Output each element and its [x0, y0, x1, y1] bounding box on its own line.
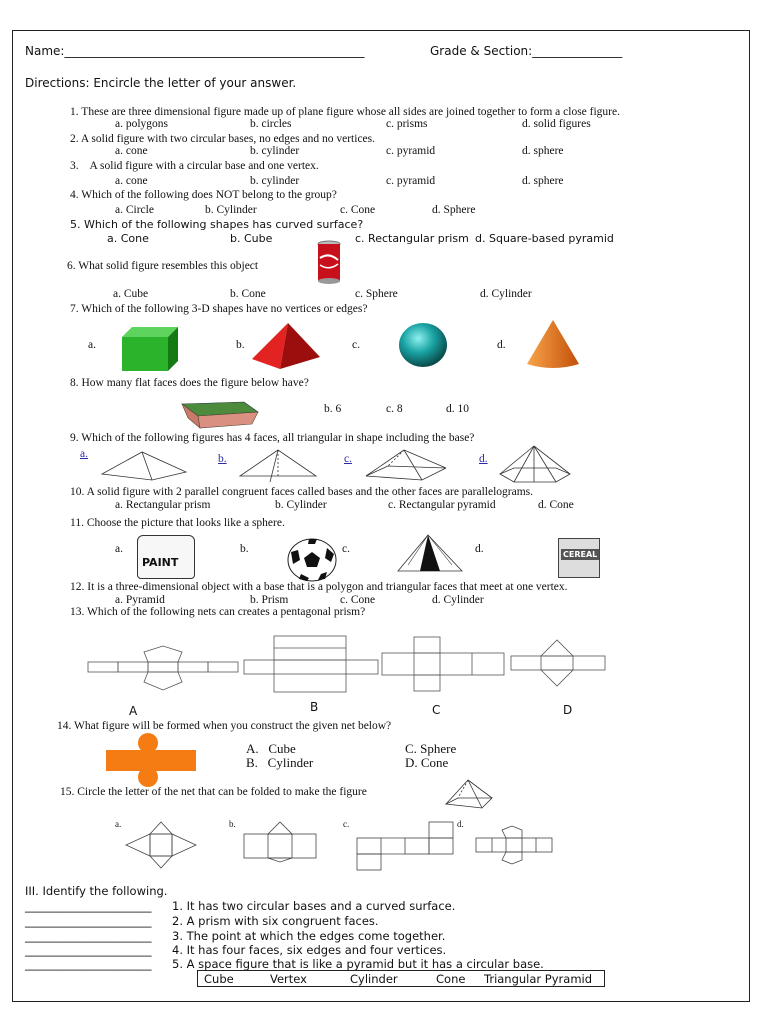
q15-choice-d[interactable]: d. — [457, 819, 464, 829]
q2-choice-a[interactable]: a. cone — [115, 145, 148, 157]
cereal-box-image — [558, 538, 600, 578]
q1-choice-c[interactable]: c. prisms — [386, 118, 428, 130]
question-14: 14. What figure will be formed when you construct the given net below? — [57, 720, 392, 732]
q3-choice-b[interactable]: b. cylinder — [250, 175, 300, 187]
q9-choice-b[interactable]: b. — [218, 453, 227, 465]
q8-choice-d[interactable]: d. 10 — [446, 403, 469, 415]
q2-choice-d[interactable]: d. sphere — [522, 145, 564, 157]
q3-choice-d[interactable]: d. sphere — [522, 175, 564, 187]
question-3: 3. A solid figure with a circular base and one vertex. — [70, 160, 319, 172]
identify-item-3: 3. The point at which the edges come together. — [172, 929, 446, 943]
grade-section-field[interactable]: Grade & Section:_______________ — [430, 44, 623, 58]
q1-choice-a[interactable]: a. polygons — [115, 118, 169, 130]
q13-choice-b[interactable]: B — [310, 700, 319, 714]
question-13: 13. Which of the following nets can creates a pentagonal prism? — [70, 606, 366, 618]
q9-choice-a[interactable]: a. — [80, 448, 88, 460]
q8-choice-c[interactable]: c. 8 — [386, 403, 403, 415]
q11-choice-a[interactable]: a. — [115, 543, 123, 555]
q15-choice-c[interactable]: c. — [343, 819, 350, 829]
net-15a-image[interactable] — [126, 822, 196, 868]
question-4: 4. Which of the following does NOT belong to the group? — [70, 189, 337, 201]
q7-choice-a[interactable]: a. — [88, 339, 96, 351]
q5-choice-d[interactable]: d. Square-based pyramid — [475, 232, 614, 245]
net-d-image[interactable] — [511, 640, 605, 686]
q10-choice-b[interactable]: b. Cylinder — [275, 499, 327, 511]
q14-choice-c[interactable]: C. Sphere — [405, 741, 457, 756]
directions: Directions: Encircle the letter of your answer. — [25, 76, 297, 90]
green-cube-image[interactable] — [122, 327, 178, 371]
net-b-image[interactable] — [244, 636, 378, 692]
q13-choice-d[interactable]: D — [563, 703, 573, 717]
q14-choice-b[interactable]: B. Cylinder — [246, 755, 314, 770]
orange-cone-image[interactable] — [527, 320, 579, 370]
q2-choice-b[interactable]: b. cylinder — [250, 145, 300, 157]
word-bank-vertex: Vertex — [270, 972, 307, 986]
q5-choice-a[interactable]: a. Cone — [107, 232, 149, 245]
q9-choice-d[interactable]: d. — [479, 453, 488, 465]
q5-choice-c[interactable]: c. Rectangular prism — [355, 232, 469, 245]
answer-blank-2[interactable]: ______________________ — [25, 914, 152, 928]
word-bank — [197, 970, 605, 987]
word-bank-cube: Cube — [204, 972, 234, 986]
identify-item-4: 4. It has four faces, six edges and four vertices. — [172, 943, 447, 957]
question-10: 10. A solid figure with 2 parallel congruent faces called bases and the other faces are parallelograms. — [70, 486, 534, 498]
q11-choice-c[interactable]: c. — [342, 543, 350, 555]
q4-choice-b[interactable]: b. Cylinder — [205, 204, 257, 216]
answer-blank-4[interactable]: ______________________ — [25, 943, 152, 957]
square-pyramid-c-image — [366, 450, 446, 482]
q8-choice-b[interactable]: b. 6 — [324, 403, 342, 415]
net-a-image[interactable] — [88, 646, 238, 690]
identify-item-1: 1. It has two circular bases and a curved surface. — [172, 899, 456, 913]
identify-item-5: 5. A space figure that is like a pyramid but it has a circular base. — [172, 957, 544, 971]
q10-choice-d[interactable]: d. Cone — [538, 499, 574, 511]
cylinder-net-image — [106, 733, 196, 787]
answer-blank-5[interactable]: ______________________ — [25, 957, 152, 971]
q1-choice-d[interactable]: d. solid figures — [522, 118, 591, 130]
question-7: 7. Which of the following 3-D shapes have no vertices or edges? — [70, 303, 368, 315]
question-11: 11. Choose the picture that looks like a sphere. — [70, 517, 285, 529]
cereal-box-label: CEREAL — [563, 550, 598, 559]
q11-choice-d[interactable]: d. — [475, 543, 484, 555]
q7-choice-d[interactable]: d. — [497, 339, 506, 351]
q12-choice-b[interactable]: b. Prism — [250, 594, 289, 606]
question-5: 5. Which of the following shapes has curved surface? — [70, 218, 364, 231]
paint-can-label: PAINT — [142, 556, 179, 569]
q7-choice-b[interactable]: b. — [236, 339, 245, 351]
q15-choice-b[interactable]: b. — [229, 819, 236, 829]
q12-choice-a[interactable]: a. Pyramid — [115, 594, 165, 606]
identify-item-2: 2. A prism with six congruent faces. — [172, 914, 379, 928]
q12-choice-c[interactable]: c. Cone — [340, 594, 376, 606]
q4-choice-a[interactable]: a. Circle — [115, 204, 154, 216]
q11-choice-b[interactable]: b. — [240, 543, 249, 555]
question-8: 8. How many flat faces does the figure below have? — [70, 377, 309, 389]
paint-can-image — [137, 535, 195, 579]
answer-blank-3[interactable]: ______________________ — [25, 929, 152, 943]
q5-choice-b[interactable]: b. Cube — [230, 232, 273, 245]
tent-pyramid-image — [398, 535, 462, 575]
q6-choice-d[interactable]: d. Cylinder — [480, 288, 532, 300]
q4-choice-c[interactable]: c. Cone — [340, 204, 376, 216]
open-tray-image — [182, 400, 258, 428]
word-bank-triangular-pyramid: Triangular Pyramid — [484, 972, 593, 986]
q3-choice-c[interactable]: c. pyramid — [386, 175, 436, 187]
q6-choice-b[interactable]: b. Cone — [230, 288, 266, 300]
soccer-ball-image — [287, 538, 337, 582]
name-field[interactable]: Name:__________________________________________________ — [25, 44, 365, 58]
q14-choice-d[interactable]: D. Cone — [405, 755, 449, 770]
word-bank-cone: Cone — [436, 972, 466, 986]
q6-choice-a[interactable]: a. Cube — [113, 288, 149, 300]
pyramid-b-image — [240, 450, 316, 482]
question-12: 12. It is a three-dimensional object with a base that is a polygon and triangular faces that meet at one vertex. — [70, 581, 568, 593]
teal-sphere-image[interactable] — [398, 322, 448, 368]
q6-choice-c[interactable]: c. Sphere — [355, 288, 398, 300]
net-15c-image[interactable] — [357, 822, 453, 870]
q1-choice-b[interactable]: b. circles — [250, 118, 292, 130]
word-bank-cylinder: Cylinder — [350, 972, 398, 986]
q9-choice-c[interactable]: c. — [344, 453, 352, 465]
square-pyramid-figure-image — [446, 780, 492, 810]
section-3-title: III. Identify the following. — [25, 884, 168, 898]
triangular-pyramid-a-image — [102, 452, 186, 482]
q13-choice-a[interactable]: A — [129, 704, 138, 718]
net-c-image[interactable] — [382, 637, 504, 691]
question-1: 1. These are three dimensional figure made up of plane figure whose all sides are joined together to form a close figure. — [70, 106, 620, 118]
net-15d-image[interactable] — [476, 826, 552, 864]
question-9: 9. Which of the following figures has 4 faces, all triangular in shape including the base? — [70, 432, 475, 444]
q15-choice-a[interactable]: a. — [115, 819, 122, 829]
soda-can-image — [316, 240, 342, 286]
q14-choice-a[interactable]: A. Cube — [246, 741, 296, 756]
q2-choice-c[interactable]: c. pyramid — [386, 145, 436, 157]
hexagonal-pyramid-d-image — [500, 446, 570, 484]
q12-choice-d[interactable]: d. Cylinder — [432, 594, 484, 606]
answer-blank-1[interactable]: ______________________ — [25, 899, 152, 913]
red-pyramid-image[interactable] — [252, 323, 320, 369]
q13-choice-c[interactable]: C — [432, 703, 441, 717]
net-15b-image[interactable] — [244, 822, 316, 862]
question-15: 15. Circle the letter of the net that can be folded to make the figure — [60, 786, 367, 798]
q7-choice-c[interactable]: c. — [352, 339, 360, 351]
q10-choice-a[interactable]: a. Rectangular prism — [115, 499, 211, 511]
q4-choice-d[interactable]: d. Sphere — [432, 204, 476, 216]
question-6: 6. What solid figure resembles this object — [67, 260, 259, 272]
q10-choice-c[interactable]: c. Rectangular pyramid — [388, 499, 496, 511]
q3-choice-a[interactable]: a. cone — [115, 175, 148, 187]
question-2: 2. A solid figure with two circular bases, no edges and no vertices. — [70, 133, 375, 145]
